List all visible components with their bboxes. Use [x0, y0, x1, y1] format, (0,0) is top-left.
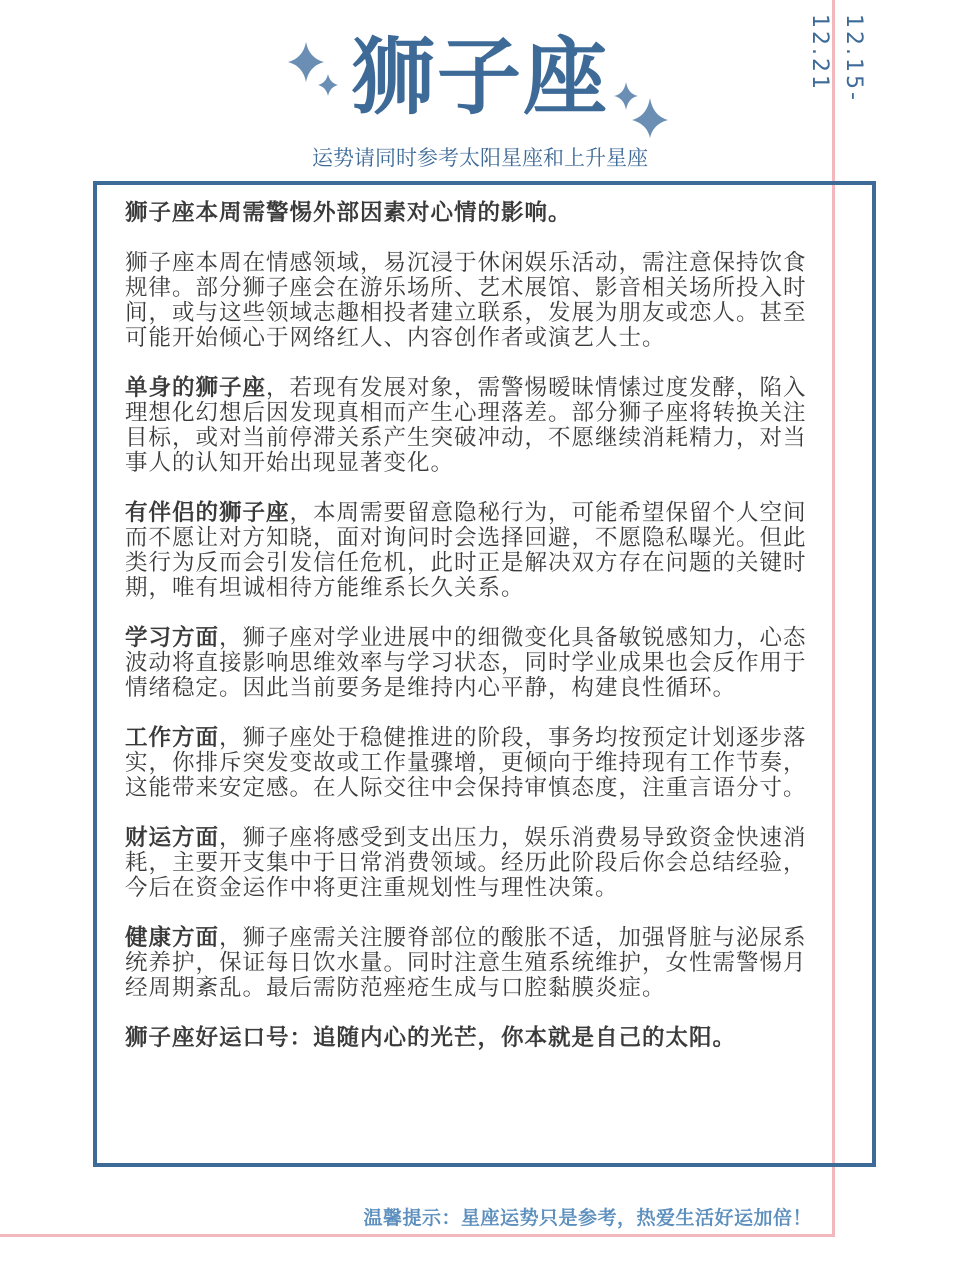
- partnered-paragraph: [125, 501, 819, 601]
- horoscope-body: [125, 201, 819, 1051]
- section-lead: 健康方面: [125, 925, 220, 951]
- section-lead: 财运方面: [125, 825, 220, 851]
- emotion-paragraph: 狮子座本周在情感领域，易沉浸于休闲娱乐活动，需注意保持饮食规律。部分狮子座会在游乐场所、艺术展馆、影音相关场所投入时间，或与这些领域志趣相投者建立联系，发展为朋友或恋人。甚至可能开始倾心于网络红人、内容创作者或演艺人士。: [125, 250, 807, 351]
- page-title: 狮子座: [350, 28, 609, 126]
- section-lead: 单身的狮子座: [125, 375, 267, 401]
- footer-tip: 温馨提示：星座运势只是参考，热爱生活好运加倍！: [363, 1207, 812, 1229]
- health-paragraph: [125, 926, 819, 1001]
- pink-horizontal-line: [0, 1234, 835, 1237]
- study-paragraph: [125, 626, 819, 701]
- subtitle: 运势请同时参考太阳星座和上升星座: [312, 146, 648, 170]
- section-text: ，狮子座将感受到支出压力，娱乐消费易导致资金快速消耗，主要开支集中于日常消费领域。经历此阶段后你会总结经验，今后在资金运作中将更注重规划性与理性决策。: [125, 825, 807, 901]
- content-box: [93, 181, 876, 1167]
- section-text: ，若现有发展对象，需警惕暧昧情愫过度发酵，陷入理想化幻想后因发现真相而产生心理落差。部分狮子座将转换关注目标，或对当前停滞关系产生突破冲动，不愿继续消耗精力，对当事人的认知开始出现显著变化。: [125, 375, 807, 476]
- section-text: ，狮子座对学业进展中的细微变化具备敏锐感知力，心态波动将直接影响思维效率与学习状态，同时学业成果也会反作用于情绪稳定。因此当前要务是维持内心平静，构建良性循环。: [125, 625, 807, 701]
- section-lead: 有伴侣的狮子座: [125, 500, 290, 526]
- work-paragraph: [125, 726, 819, 801]
- section-lead: 学习方面: [125, 625, 220, 651]
- single-paragraph: [125, 376, 819, 476]
- section-text: ，本周需要留意隐秘行为，可能希望保留个人空间而不愿让对方知晓，面对询问时会选择回避，不愿隐私曝光。但此类行为反而会引发信任危机，此时正是解决双方存在问题的关键时期，唯有坦诚相待方能维系长久关系。: [125, 500, 807, 601]
- date-range: 12.15-12.21: [807, 14, 866, 103]
- wealth-paragraph: [125, 826, 819, 901]
- section-lead: 工作方面: [125, 725, 220, 751]
- section-text: ，狮子座需关注腰脊部位的酸胀不适，加强肾脏与泌尿系统养护，保证每日饮水量。同时注意生殖系统维护，女性需警惕月经周期紊乱。最后需防范痤疮生成与口腔黏膜炎症。: [125, 925, 807, 1001]
- lucky-slogan: 狮子座好运口号：追随内心的光芒，你本就是自己的太阳。: [125, 1025, 737, 1051]
- section-text: ，狮子座处于稳健推进的阶段，事务均按预定计划逐步落实，你排斥突发变故或工作量骤增，更倾向于维持现有工作节奏，这能带来安定感。在人际交往中会保持审慎态度，注重言语分寸。: [125, 725, 807, 801]
- headline: 狮子座本周需警惕外部因素对心情的影响。: [125, 200, 572, 226]
